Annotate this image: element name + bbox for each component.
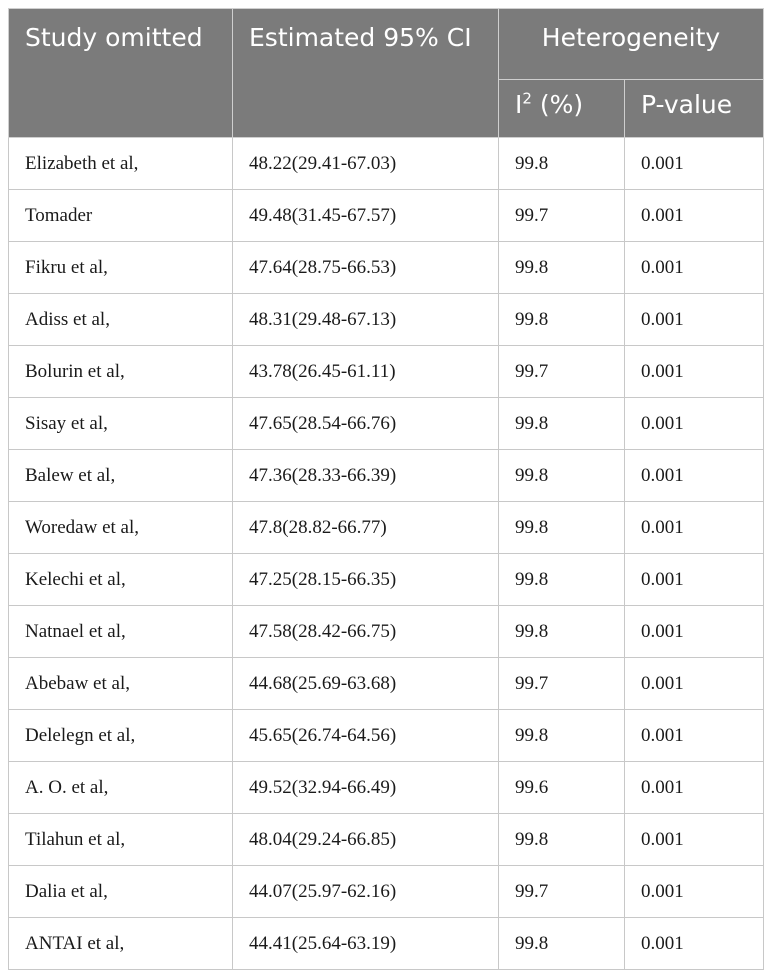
estimated-ci-cell: 49.52(32.94-66.49): [233, 762, 499, 814]
i2-cell: 99.7: [499, 866, 625, 918]
study-omitted-cell: Abebaw et al,: [9, 658, 233, 710]
i2-cell: 99.8: [499, 242, 625, 294]
study-omitted-cell: Tomader: [9, 190, 233, 242]
p-value-cell: 0.001: [625, 138, 764, 190]
table-row: [9, 346, 764, 398]
table-row: [9, 294, 764, 346]
study-omitted-cell: A. O. et al,: [9, 762, 233, 814]
study-omitted-cell: Kelechi et al,: [9, 554, 233, 606]
study-omitted-cell: Tilahun et al,: [9, 814, 233, 866]
estimated-ci-cell: 47.65(28.54-66.76): [233, 398, 499, 450]
estimated-ci-cell: 47.8(28.82-66.77): [233, 502, 499, 554]
i2-cell: 99.8: [499, 294, 625, 346]
i2-cell: 99.8: [499, 606, 625, 658]
i2-cell: 99.8: [499, 814, 625, 866]
study-omitted-cell: Delelegn et al,: [9, 710, 233, 762]
p-value-cell: 0.001: [625, 346, 764, 398]
i2-cell: 99.6: [499, 762, 625, 814]
estimated-ci-cell: 47.25(28.15-66.35): [233, 554, 499, 606]
table-body: [9, 138, 764, 970]
study-omitted-cell: ANTAI et al,: [9, 918, 233, 970]
table-row: [9, 814, 764, 866]
p-value-cell: 0.001: [625, 866, 764, 918]
study-omitted-cell: Sisay et al,: [9, 398, 233, 450]
table-row: [9, 138, 764, 190]
p-value-cell: 0.001: [625, 710, 764, 762]
study-omitted-cell: Elizabeth et al,: [9, 138, 233, 190]
p-value-cell: 0.001: [625, 762, 764, 814]
estimated-ci-cell: 48.22(29.41-67.03): [233, 138, 499, 190]
table-row: [9, 242, 764, 294]
table-row: [9, 502, 764, 554]
estimated-ci-cell: 44.68(25.69-63.68): [233, 658, 499, 710]
table-row: [9, 398, 764, 450]
p-value-cell: 0.001: [625, 294, 764, 346]
i2-cell: 99.7: [499, 190, 625, 242]
study-omitted-cell: Fikru et al,: [9, 242, 233, 294]
table-row: [9, 606, 764, 658]
table-row: [9, 554, 764, 606]
i2-cell: 99.8: [499, 918, 625, 970]
estimated-ci-cell: 47.58(28.42-66.75): [233, 606, 499, 658]
table-row: [9, 190, 764, 242]
estimated-ci-cell: 44.07(25.97-62.16): [233, 866, 499, 918]
estimated-ci-cell: 48.04(29.24-66.85): [233, 814, 499, 866]
header-estimated-ci: Estimated 95% CI: [233, 9, 499, 138]
i2-cell: 99.8: [499, 710, 625, 762]
header-study-omitted: Study omitted: [9, 9, 233, 138]
estimated-ci-cell: 48.31(29.48-67.13): [233, 294, 499, 346]
table-header: [9, 9, 764, 138]
estimated-ci-cell: 49.48(31.45-67.57): [233, 190, 499, 242]
header-heterogeneity: Heterogeneity: [499, 9, 764, 80]
header-row: [9, 9, 764, 80]
table-row: [9, 658, 764, 710]
header-i2-superscript: 2: [522, 89, 532, 108]
estimated-ci-cell: 47.36(28.33-66.39): [233, 450, 499, 502]
p-value-cell: 0.001: [625, 450, 764, 502]
i2-cell: 99.8: [499, 138, 625, 190]
p-value-cell: 0.001: [625, 554, 764, 606]
i2-cell: 99.7: [499, 346, 625, 398]
table-row: [9, 866, 764, 918]
table-row: [9, 762, 764, 814]
table-row: [9, 710, 764, 762]
table-row: [9, 450, 764, 502]
estimated-ci-cell: 43.78(26.45-61.11): [233, 346, 499, 398]
i2-cell: 99.7: [499, 658, 625, 710]
estimated-ci-cell: 47.64(28.75-66.53): [233, 242, 499, 294]
header-i2: [499, 80, 625, 138]
study-omitted-cell: Balew et al,: [9, 450, 233, 502]
header-i2-unit: (%): [531, 90, 584, 119]
study-omitted-cell: Natnael et al,: [9, 606, 233, 658]
p-value-cell: 0.001: [625, 190, 764, 242]
p-value-cell: 0.001: [625, 398, 764, 450]
i2-cell: 99.8: [499, 398, 625, 450]
i2-cell: 99.8: [499, 450, 625, 502]
header-i2-letter: I: [515, 90, 523, 119]
study-omitted-cell: Woredaw et al,: [9, 502, 233, 554]
study-omitted-cell: Bolurin et al,: [9, 346, 233, 398]
estimated-ci-cell: 44.41(25.64-63.19): [233, 918, 499, 970]
p-value-cell: 0.001: [625, 606, 764, 658]
study-omitted-cell: Adiss et al,: [9, 294, 233, 346]
estimated-ci-cell: 45.65(26.74-64.56): [233, 710, 499, 762]
header-p-value: P-value: [625, 80, 764, 138]
i2-cell: 99.8: [499, 502, 625, 554]
study-omitted-cell: Dalia et al,: [9, 866, 233, 918]
p-value-cell: 0.001: [625, 502, 764, 554]
p-value-cell: 0.001: [625, 918, 764, 970]
p-value-cell: 0.001: [625, 658, 764, 710]
p-value-cell: 0.001: [625, 814, 764, 866]
sensitivity-analysis-table: [8, 8, 764, 970]
i2-cell: 99.8: [499, 554, 625, 606]
p-value-cell: 0.001: [625, 242, 764, 294]
